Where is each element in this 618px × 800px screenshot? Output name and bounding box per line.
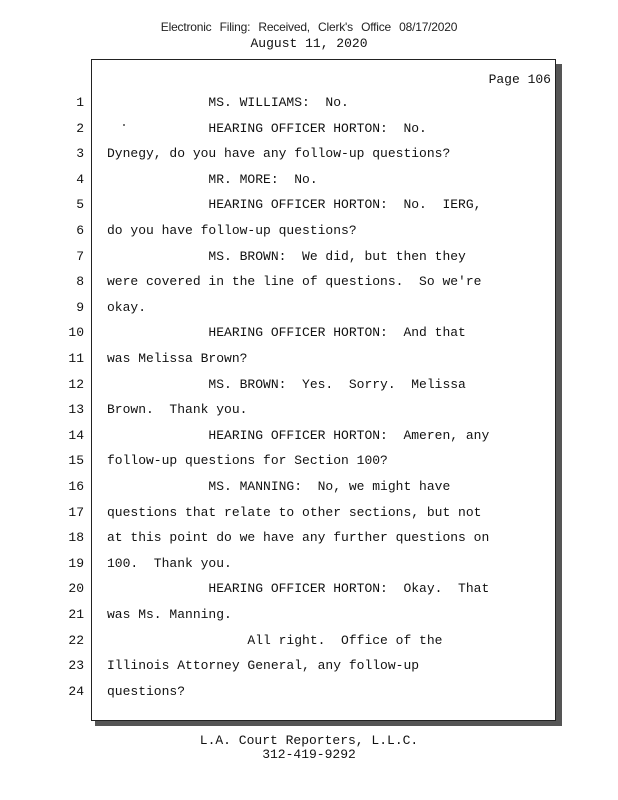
- transcript-line: MR. MORE: No.: [107, 171, 318, 187]
- hearing-date: August 11, 2020: [250, 36, 368, 51]
- line-number: 13: [68, 402, 84, 418]
- line-number: 21: [68, 607, 84, 622]
- line-number: 8: [76, 274, 84, 290]
- line-number: 15: [68, 453, 84, 469]
- transcript-line: okay.: [107, 299, 147, 315]
- line-number: 11: [68, 351, 84, 366]
- transcript-line: All right. Office of the: [107, 632, 443, 648]
- transcript-line: MS. BROWN: Yes. Sorry. Melissa: [107, 376, 466, 392]
- transcript-line: do you have follow-up questions?: [107, 223, 357, 238]
- transcript-line: Brown. Thank you.: [107, 402, 248, 418]
- transcript-line: was Melissa Brown?: [107, 351, 248, 366]
- line-number: 1: [76, 95, 84, 110]
- transcript-line: MS. MANNING: No, we might have: [107, 479, 451, 494]
- transcript-line: HEARING OFFICER HORTON: Ameren, any: [107, 427, 490, 443]
- transcript-line: questions?: [107, 683, 186, 699]
- transcript-line: Dynegy, do you have any follow-up questions?: [107, 146, 451, 162]
- line-number: 6: [76, 223, 84, 238]
- line-number: 4: [76, 171, 84, 187]
- page-number: Page 106: [488, 72, 551, 87]
- transcript-line: HEARING OFFICER HORTON: Okay. That: [107, 581, 490, 597]
- reporter-company: L.A. Court Reporters, L.L.C.: [199, 733, 419, 748]
- transcript-line: Illinois Attorney General, any follow-up: [107, 658, 420, 674]
- transcript-line: 100. Thank you.: [107, 555, 232, 571]
- line-number: 2: [76, 120, 84, 136]
- transcript-line: HEARING OFFICER HORTON: No.: [107, 120, 427, 136]
- line-number: 23: [68, 658, 84, 674]
- transcript-line: HEARING OFFICER HORTON: No. IERG,: [107, 197, 482, 213]
- transcript-line: were covered in the line of questions. So we're: [107, 274, 482, 290]
- transcript-line: HEARING OFFICER HORTON: And that: [107, 325, 466, 341]
- reporter-phone: 312-419-9292: [262, 747, 356, 762]
- line-number: 10: [68, 325, 84, 341]
- line-number: 3: [76, 146, 84, 162]
- line-number: 20: [68, 581, 84, 597]
- line-number: 19: [68, 555, 84, 571]
- line-number: 22: [68, 632, 84, 648]
- line-number: 7: [76, 248, 84, 264]
- line-number: 18: [68, 530, 84, 546]
- line-number: 17: [68, 504, 84, 520]
- line-number: 5: [76, 197, 84, 213]
- line-number: 16: [68, 479, 84, 494]
- line-number: 9: [76, 299, 84, 315]
- transcript-line: follow-up questions for Section 100?: [107, 453, 388, 469]
- line-number: 12: [68, 376, 84, 392]
- line-number: 14: [68, 427, 84, 443]
- line-number: 24: [68, 683, 84, 699]
- filing-stamp: Electronic Filing: Received, Clerk's Office 08/17/2020: [160, 20, 458, 34]
- transcript-line: MS. BROWN: We did, but then they: [107, 248, 466, 264]
- transcript-line: MS. WILLIAMS: No.: [107, 95, 349, 110]
- transcript-line: at this point do we have any further questions on: [107, 530, 490, 546]
- transcript-line: questions that relate to other sections, but not: [107, 504, 482, 520]
- transcript-line: was Ms. Manning.: [107, 607, 232, 622]
